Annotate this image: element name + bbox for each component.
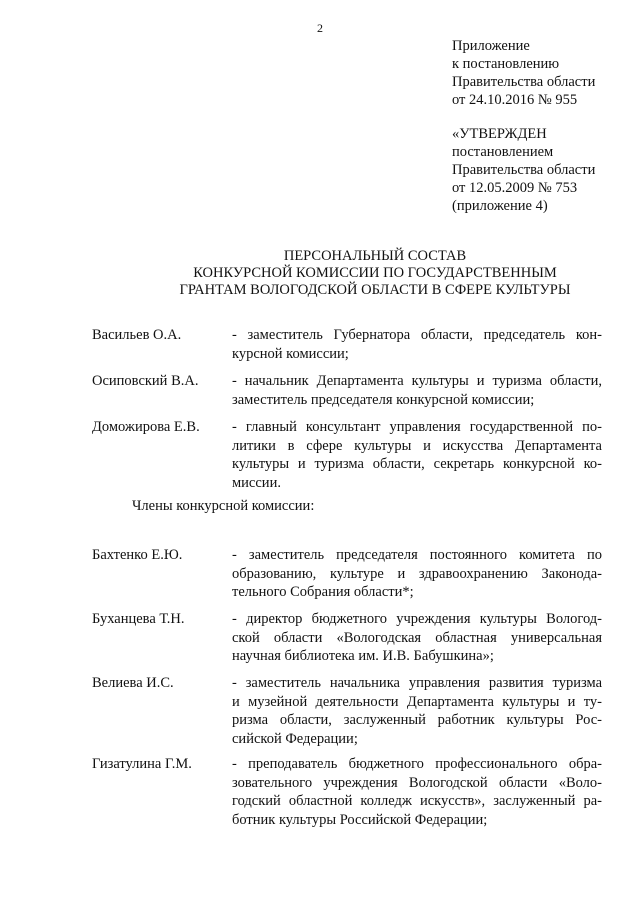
members-heading: Члены конкурсной комиссии:: [132, 498, 315, 514]
member-role: [232, 326, 602, 363]
role-line: - заместитель начальника управления развития туризма: [232, 675, 602, 691]
role-line: - заместитель Губернатора области, председатель кон-: [232, 327, 602, 343]
role-line: курсной комиссии;: [232, 345, 349, 362]
role-line: миссии.: [232, 474, 281, 491]
member-role: [232, 372, 602, 409]
approved-line: постановлением: [452, 144, 554, 160]
member-name: Гизатулина Г.М.: [92, 756, 192, 772]
role-line: ской области «Вологодская областная универсальная: [232, 629, 602, 646]
role-line: и музейной деятельности Департамента культуры и ту-: [232, 693, 602, 710]
role-line: сийской Федерации;: [232, 730, 358, 747]
appendix-line: Приложение: [452, 38, 530, 54]
role-line: литики в сфере культуры и искусства Департамента: [232, 437, 602, 454]
role-line: годский областной колледж искусств», заслуженный ра-: [232, 793, 602, 809]
appendix-block: [452, 37, 595, 109]
title-line: КОНКУРСНОЙ КОМИССИИ ПО ГОСУДАРСТВЕННЫМ: [193, 265, 557, 281]
member-role: [232, 546, 602, 602]
member-name: Буханцева Т.Н.: [92, 611, 185, 627]
approved-line: (приложение 4): [452, 198, 548, 214]
role-line: ботник культуры Российской Федерации;: [232, 811, 488, 828]
title-line: ПЕРСОНАЛЬНЫЙ СОСТАВ: [283, 248, 467, 264]
role-line: зовательного учреждения Вологодской области «Воло-: [232, 774, 602, 791]
approved-line: от 12.05.2009 № 753: [452, 180, 578, 196]
role-line: научная библиотека им. И.В. Бабушкина»;: [232, 648, 494, 664]
role-line: - главный консультант управления государственной по-: [232, 419, 602, 435]
member-role: [232, 674, 602, 748]
role-line: - заместитель председателя постоянного комитета по: [232, 547, 602, 563]
member-role: [232, 418, 602, 492]
appendix-line: к постановлению: [452, 56, 560, 72]
role-line: ризма области, заслуженный работник культуры Рос-: [232, 712, 602, 728]
member-name: Велиева И.С.: [92, 675, 174, 691]
role-line: - начальник Департамента культуры и туризма области,: [232, 373, 602, 389]
approved-line: Правительства области: [452, 162, 596, 178]
role-line: образованию, культуре и здравоохранению Законода-: [232, 565, 602, 582]
title-line: ГРАНТАМ ВОЛОГОДСКОЙ ОБЛАСТИ В СФЕРЕ КУЛЬТУРЫ: [179, 282, 571, 298]
role-line: - преподаватель бюджетного профессионального обра-: [232, 756, 602, 772]
member-name: Бахтенко Е.Ю.: [92, 547, 183, 563]
approved-block: [452, 125, 595, 215]
approved-line: «УТВЕРЖДЕН: [452, 126, 547, 142]
member-name: Осиповский В.А.: [92, 373, 199, 389]
member-role: [232, 755, 602, 829]
member-name: Доможирова Е.В.: [92, 419, 200, 435]
appendix-line: Правительства области: [452, 74, 596, 90]
appendix-line: от 24.10.2016 № 955: [452, 92, 578, 108]
role-line: тельного Собрания области*;: [232, 584, 414, 600]
member-role: [232, 610, 602, 666]
page-number: 2: [317, 21, 323, 35]
role-line: культуры и туризма области, секретарь конкурсной ко-: [232, 456, 602, 472]
role-line: заместитель председателя конкурсной комиссии;: [232, 391, 535, 408]
role-line: - директор бюджетного учреждения культуры Вологод-: [232, 611, 602, 627]
member-name: Васильев О.А.: [92, 327, 182, 343]
